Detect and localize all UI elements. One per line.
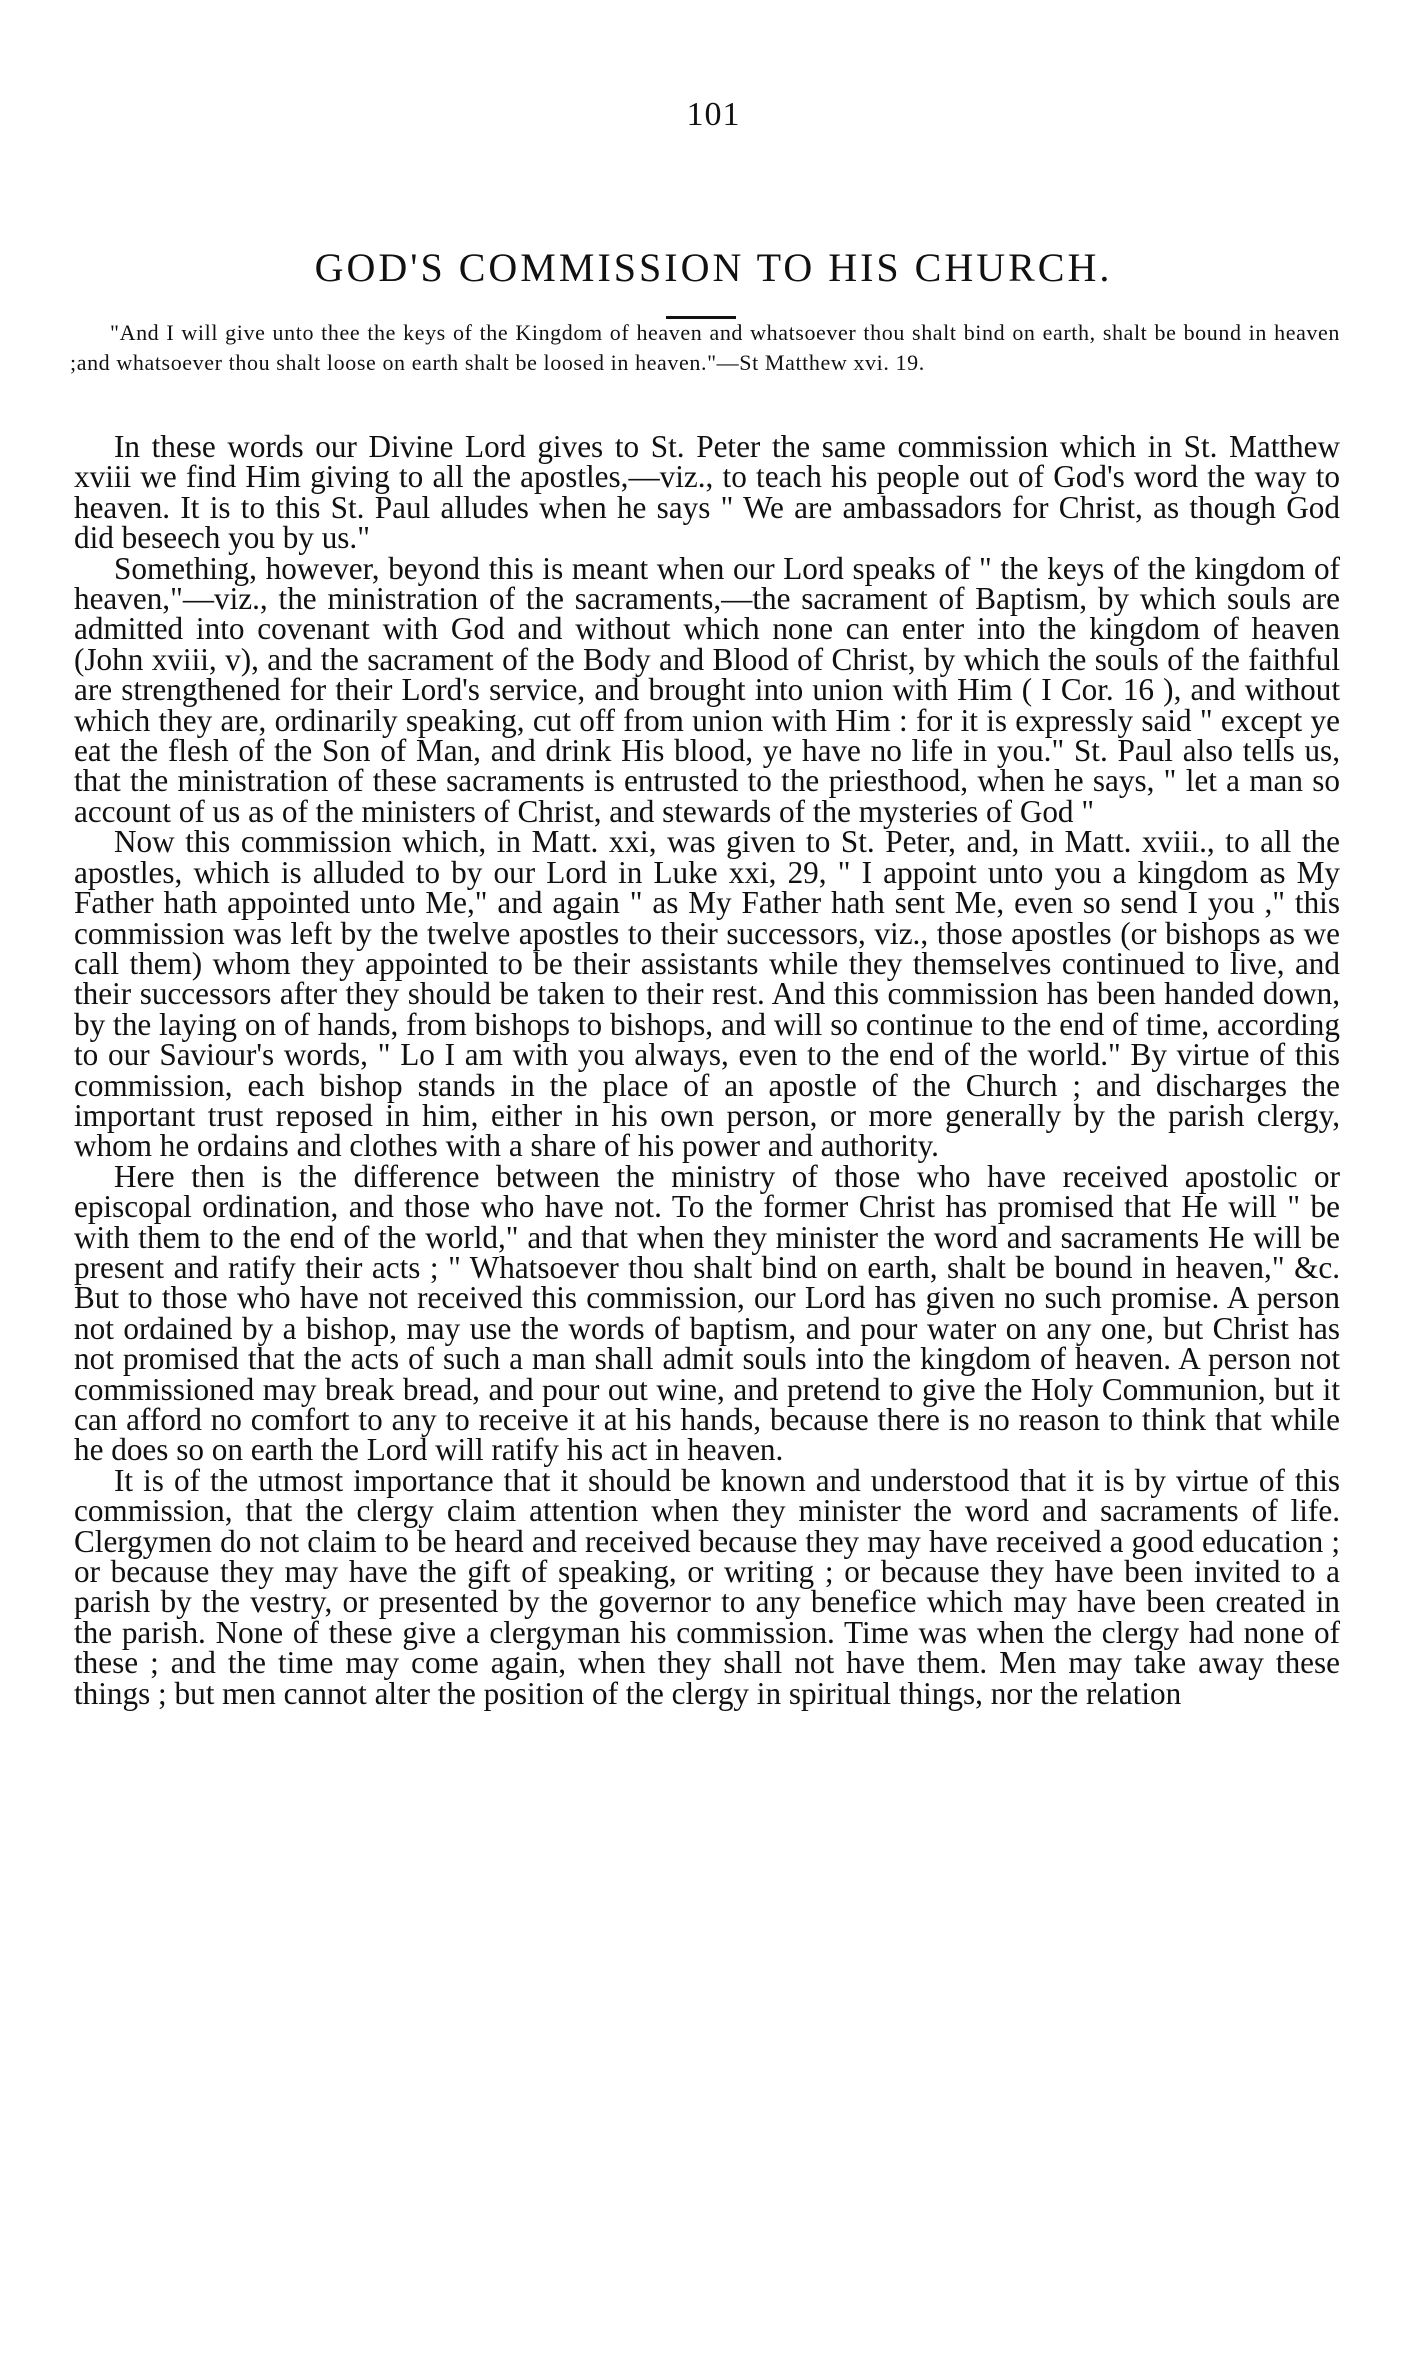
epigraph: "And I will give unto thee the keys of the Kingdom of heaven and whatsoever thou shalt bind on earth, shalt be bound in heaven ;and whatsoever thou shalt loose on earth shalt be loosed in heaven."—St Matthew xvi. 19. (70, 320, 1340, 375)
page-number: 101 (686, 96, 741, 133)
body-text (74, 429, 1340, 1711)
page-title: GOD'S COMMISSION TO HIS CHURCH. (314, 245, 1113, 290)
paragraph: Something, however, beyond this is meant when our Lord speaks of " the keys of the kingdom of heaven,"—viz., the ministration of the sacraments,—the sacrament of Baptism, by which souls are admitted into covenant with God and without which none can enter into the kingdom of heaven (John xviii, v), and the sacrament of the Body and Blood of Christ, by which the souls of the faithful are strengthened for their Lord's service, and brought into union with Him ( I Cor. 16 ), and without which they are, ordinarily speaking, cut off from union with Him : for it is expressly said " except ye eat the flesh of the Son of Man, and drink His blood, ye have no life in you." St. Paul also tells us, that the ministration of these sacraments is entrusted to the priesthood, when he says, " let a man so account of us as of the ministers of Christ, and stewards of the mysteries of God " (74, 550, 1340, 829)
paragraph: In these words our Divine Lord gives to St. Peter the same commission which in St. Matthew xviii we find Him giving to all the apostles,—viz., to teach his people out of God's word the way to heaven. It is to this St. Paul alludes when he says " We are ambassadors for Christ, as though God did beseech you by us." (74, 429, 1340, 556)
paragraph: Now this commission which, in Matt. xxi, was given to St. Peter, and, in Matt. xviii., to all the apostles, which is alluded to by our Lord in Luke xxi, 29, " I appoint unto you a kingdom as My Father hath appointed unto Me," and again " as My Father hath sent Me, even so send I you ," this commission was left by the twelve apostles to their successors, viz., those apostles (or bishops as we call them) whom they appointed to be their assistants while they themselves continued to live, and their successors after they should be taken to their rest. And this commission has been handed down, by the laying on of hands, from bishops to bishops, and will so continue to the end of time, according to our Saviour's words, " Lo I am with you always, even to the end of the world." By virtue of this commission, each bishop stands in the place of an apostle of the Church ; and discharges the important trust reposed in him, either in his own person, or more generally by the parish clergy, whom he ordains and clothes with a share of his power and authority. (74, 824, 1340, 1164)
paragraph: It is of the utmost importance that it should be known and understood that it is by virtue of this commission, that the clergy claim attention when they minister the word and sacraments of life. Clergymen do not claim to be heard and received because they may have received a good education ; or because they may have the gift of speaking, or writing ; or because they have been invited to a parish by the vestry, or presented by the governor to any benefice which may have been created in the parish. None of these give a clergyman his commission. Time was when the clergy had none of these ; and the time may come again, when they shall not have them. Men may take away these things ; but men cannot alter the position of the clergy in spiritual things, nor the relation (74, 1462, 1340, 1711)
paragraph: Here then is the difference between the ministry of those who have received apostolic or episcopal ordination, and those who have not. To the former Christ has promised that He will " be with them to the end of the world," and that when they minister the word and sacraments He will be present and ratify their acts ; " Whatsoever thou shalt bind on earth, shalt be bound in heaven," &c. But to those who have not received this commission, our Lord has given no such promise. A person not ordained by a bishop, may use the words of baptism, and pour water on any one, but Christ has not promised that the acts of such a man shall admit souls into the kingdom of heaven. A person not commissioned may break bread, and pour out wine, and pretend to give the Holy Communion, but it can afford no comfort to any to receive it at his hands, because there is no reason to think that while he does so on earth the Lord will ratify his act in heaven. (74, 1158, 1340, 1468)
